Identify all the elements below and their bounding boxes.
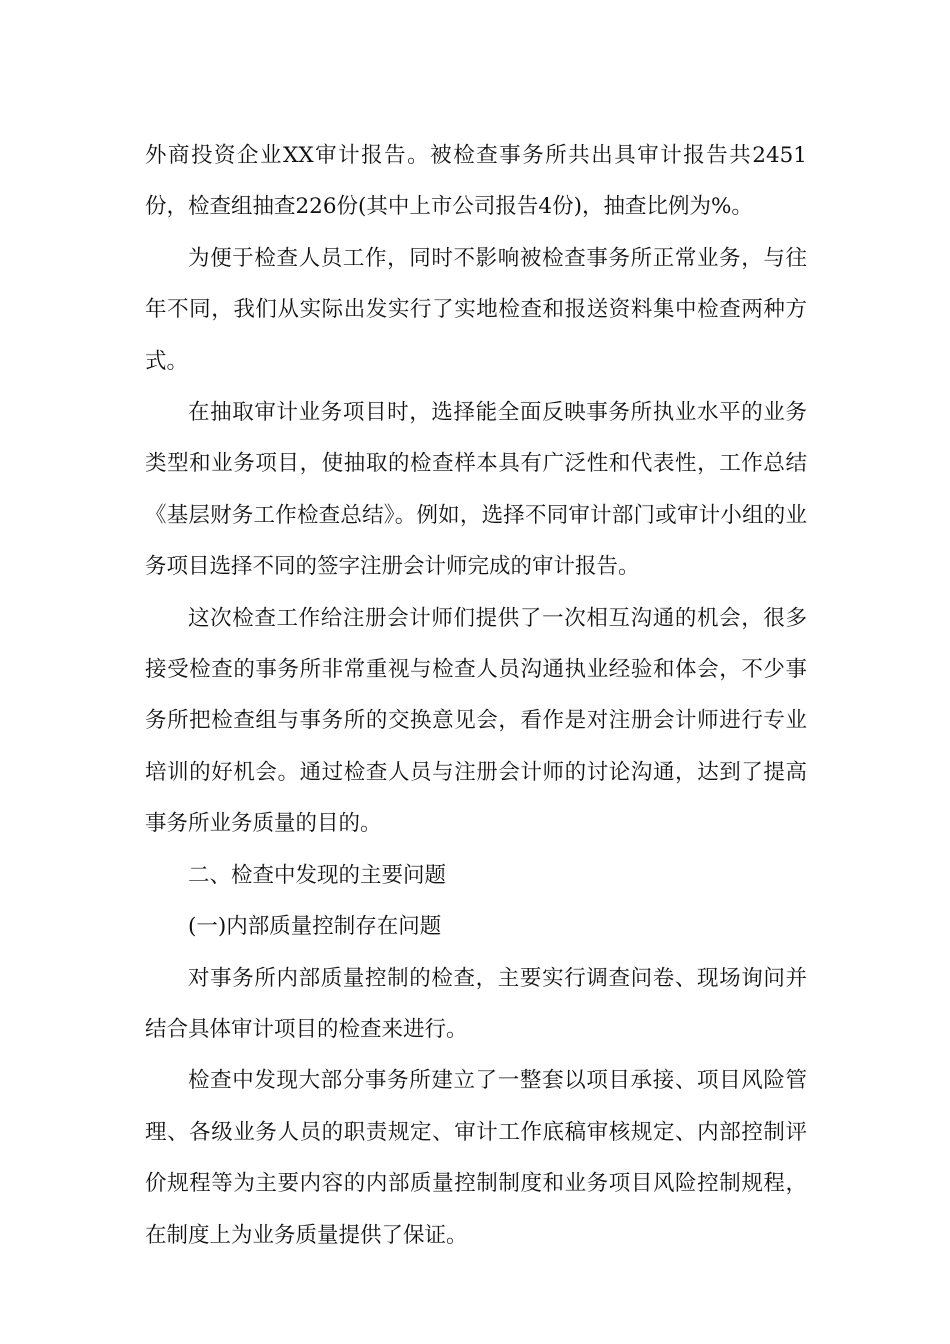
subsection-heading-quality-control: (一)内部质量控制存在问题: [188, 914, 442, 940]
section-heading-main-problems: 二、检查中发现的主要问题: [188, 862, 447, 888]
paragraph-findings: 检查中发现大部分事务所建立了一整套以项目承接、项目风险管理、各级业务人员的职责规定、审计工作底稿审核规定、内部控制评价规程等为主要内容的内部质量控制制度和业务项目风险控制规程，在制度上为业务质量提供了保证。: [145, 1068, 807, 1248]
paragraph-quality-control-check: 对事务所内部质量控制的检查，主要实行调查问卷、现场询问并结合具体审计项目的检查来进行。: [145, 965, 807, 1042]
paragraph-communication: 这次检查工作给注册会计师们提供了一次相互沟通的机会，很多接受检查的事务所非常重视与检查人员沟通执业经验和体会，不少事务所把检查组与事务所的交换意见会，看作是对注册会计师进行专业培训的好机会。通过检查人员与注册会计师的讨论沟通，达到了提高事务所业务质量的目的。: [145, 605, 807, 837]
paragraph-sampling: 在抽取审计业务项目时，选择能全面反映事务所执业水平的业务类型和业务项目，使抽取的检查样本具有广泛性和代表性，工作总结《基层财务工作检查总结》。例如，选择不同审计部门或审计小组的业务项目选择不同的签字注册会计师完成的审计报告。: [145, 400, 807, 580]
paragraph-continuation: 外商投资企业XX审计报告。被检查事务所共出具审计报告共2451份，检查组抽查226份(其中上市公司报告4份)，抽查比例为%。: [145, 143, 807, 220]
paragraph-inspection-methods: 为便于检查人员工作，同时不影响被检查事务所正常业务，与往年不同，我们从实际出发实行了实地检查和报送资料集中检查两种方式。: [145, 245, 807, 374]
document-body: [145, 130, 807, 1261]
